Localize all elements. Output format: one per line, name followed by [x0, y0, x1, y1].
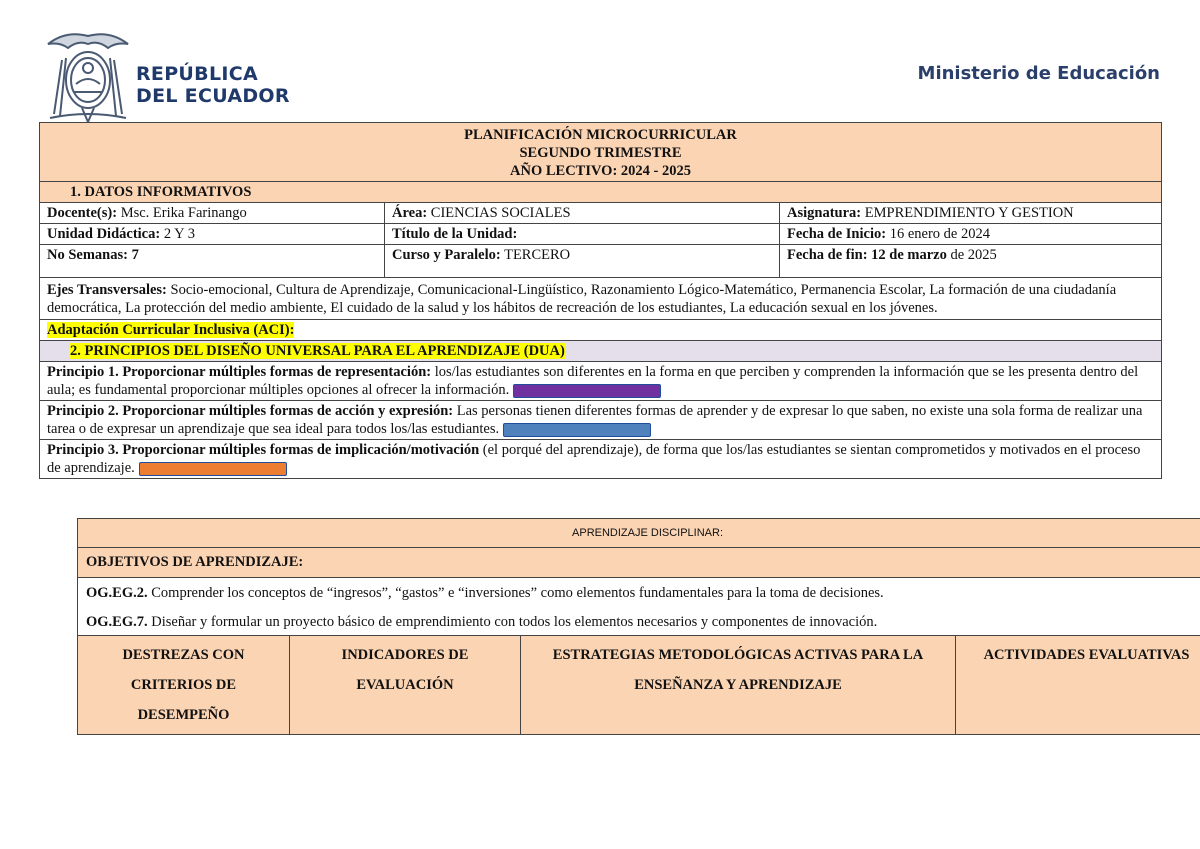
principio-3-cell: [40, 440, 1162, 479]
wordmark-line-1: REPÚBLICA: [136, 63, 258, 85]
fecha-inicio-label: Fecha de Inicio:: [787, 226, 887, 242]
ejes-transversales-cell: [40, 278, 1162, 320]
principio-1-text: los/las estudiantes son diferentes en la forma en que perciben y comprenden la información que se les presenta dentro del aula; es fundamental proporcionar múltiples opciones al ofrecer la información.: [47, 364, 1139, 398]
principio-2-color-mark: [503, 423, 651, 437]
area-label: Área:: [392, 205, 428, 221]
curso-label: Curso y Paralelo:: [392, 247, 501, 263]
titulo-label: Título de la Unidad:: [392, 226, 518, 242]
column-destrezas: DESTREZAS CON CRITERIOS DE DESEMPEÑO: [78, 636, 290, 735]
asignatura-cell: [780, 203, 1162, 224]
unidad-value: 2 Y 3: [160, 226, 195, 242]
docente-cell: [40, 203, 385, 224]
plan-title: [40, 123, 1162, 182]
column-actividades: ACTIVIDADES EVALUATIVAS: [956, 636, 1200, 735]
asignatura-label: Asignatura:: [787, 205, 862, 221]
aprendizaje-disciplinar-heading: APRENDIZAJE DISCIPLINAR:: [78, 519, 1200, 548]
og2-code: OG.EG.2.: [86, 585, 148, 601]
fecha-inicio-value: 16 enero de 2024: [886, 226, 990, 242]
fecha-fin-label: Fecha de fin: 12 de marzo: [787, 247, 947, 263]
planning-table: [39, 122, 1162, 479]
title-line-3: AÑO LECTIVO: 2024 - 2025: [510, 163, 691, 179]
curso-value: TERCERO: [500, 247, 571, 263]
fecha-fin-cell: [780, 245, 1162, 278]
docente-value: Msc. Erika Farinango: [117, 205, 247, 221]
objective-og-eg-7: [86, 614, 1200, 631]
principio-3-text: (el porqué del aprendizaje), de forma que los/las estudiantes se sientan comprometidos y motivados en el proceso de aprendizaje.: [47, 442, 1141, 476]
objetivos-heading: OBJETIVOS DE APRENDIZAJE:: [78, 548, 1200, 578]
area-cell: [385, 203, 780, 224]
semanas-cell: [40, 245, 385, 278]
aci-label: Adaptación Curricular Inclusiva (ACI):: [47, 322, 295, 338]
section-principios-dua: [40, 341, 1162, 362]
column-indicadores: INDICADORES DE EVALUACIÓN: [290, 636, 521, 735]
semanas-label: No Semanas:: [47, 247, 128, 263]
ecuador-coat-of-arms-logo: [36, 22, 140, 126]
ministry-name: Ministerio de Educación: [917, 63, 1160, 84]
principio-2-text: Las personas tienen diferentes formas de aprender y de expresar lo que saben, no existe una sola forma de realizar una tarea o de expresar un aprendizaje que sea ideal para todos los/las estudiantes.: [47, 403, 1143, 437]
area-value: CIENCIAS SOCIALES: [427, 205, 571, 221]
principio-2-cell: [40, 401, 1162, 440]
unidad-label: Unidad Didáctica:: [47, 226, 161, 242]
og2-text: Comprender los conceptos de “ingresos”, “gastos” e “inversiones” como elementos fundamentales para la toma de decisiones.: [147, 585, 884, 601]
title-line-1: PLANIFICACIÓN MICROCURRICULAR: [464, 127, 737, 143]
fecha-inicio-cell: [780, 224, 1162, 245]
principio-3-label: Principio 3. Proporcionar múltiples formas de implicación/motivación: [47, 442, 480, 458]
semanas-value: 7: [127, 247, 139, 263]
aci-cell: [40, 320, 1162, 341]
principio-3-color-mark: [139, 462, 287, 476]
objective-og-eg-2: [86, 585, 1200, 602]
column-estrategias: ESTRATEGIAS METODOLÓGICAS ACTIVAS PARA LA ENSEÑANZA Y APRENDIZAJE: [521, 636, 956, 735]
og7-text: Diseñar y formular un proyecto básico de emprendimiento con todos los elementos necesarios y componentes de innovación.: [147, 614, 878, 630]
section-dua-title: 2. PRINCIPIOS DEL DISEÑO UNIVERSAL PARA EL APRENDIZAJE (DUA): [70, 343, 565, 359]
wordmark-line-2: DEL ECUADOR: [136, 85, 290, 107]
principio-1-cell: [40, 362, 1162, 401]
asignatura-value: EMPRENDIMIENTO Y GESTION: [861, 205, 1074, 221]
learning-table: [77, 518, 1200, 735]
principio-1-color-mark: [513, 384, 661, 398]
curso-cell: [385, 245, 780, 278]
objectives-cell: [78, 578, 1200, 636]
republica-ecuador-wordmark: [136, 63, 290, 107]
principio-1-label: Principio 1. Proporcionar múltiples formas de representación:: [47, 364, 432, 380]
fecha-fin-value: de 2025: [946, 247, 997, 263]
ejes-value: Socio-emocional, Cultura de Aprendizaje, Comunicacional-Lingüístico, Razonamiento Lógico-Matemático, Permanencia Escolar, La formación de una ciudadanía democrática, La protección del medio ambiente, El cuidado de la salud y los hábitos de recreación de los estudiantes, La educación sexual en los jóvenes.: [47, 282, 1117, 316]
section-datos-informativos: 1. DATOS INFORMATIVOS: [40, 182, 1162, 203]
ejes-label: Ejes Transversales:: [47, 282, 167, 298]
titulo-cell: [385, 224, 780, 245]
principio-2-label: Principio 2. Proporcionar múltiples formas de acción y expresión:: [47, 403, 454, 419]
docente-label: Docente(s):: [47, 205, 118, 221]
og7-code: OG.EG.7.: [86, 614, 148, 630]
unidad-cell: [40, 224, 385, 245]
title-line-2: SEGUNDO TRIMESTRE: [519, 145, 682, 161]
